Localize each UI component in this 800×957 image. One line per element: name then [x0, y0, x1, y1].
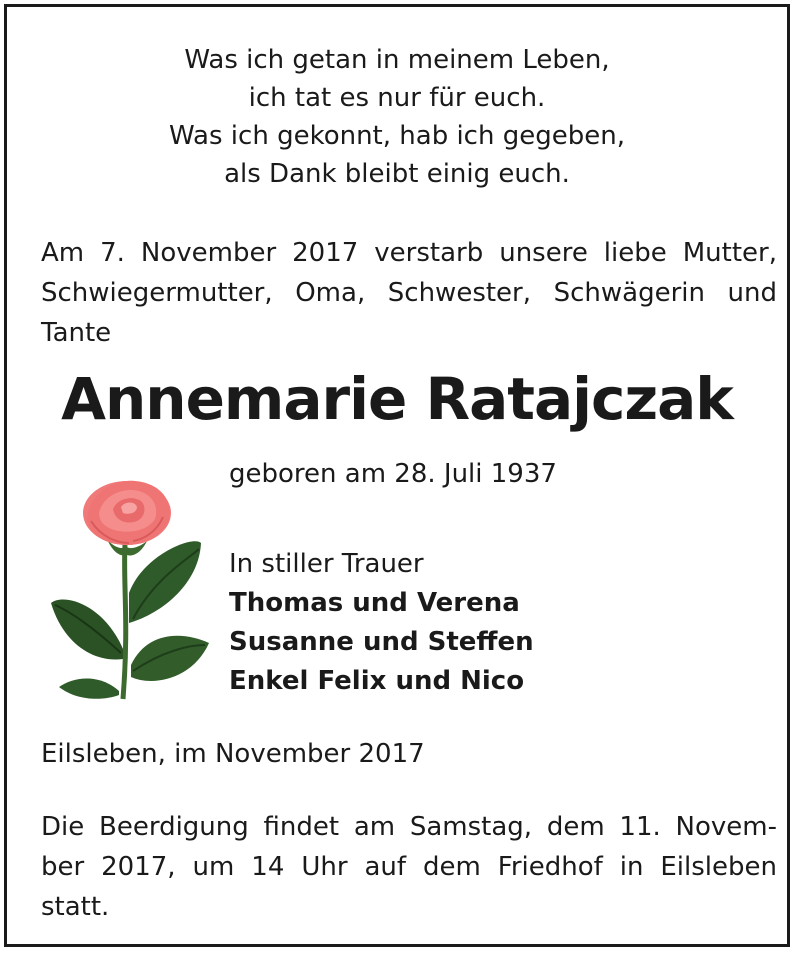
deceased-name: Annemarie Ratajczak [61, 365, 733, 433]
mourning-heading: In stiller Trauer [229, 549, 424, 579]
poem-line: Was ich getan in meinem Leben, [184, 45, 610, 75]
poem-line: ich tat es nur für euch. [248, 83, 546, 113]
funeral-line: ber 2017, um 14 Uhr auf dem Friedhof in Eilsleben [41, 852, 777, 882]
funeral-info [41, 807, 777, 927]
mourners-list [229, 545, 534, 701]
poem-line: als Dank bleibt einig euch. [224, 159, 570, 189]
announcement-line: Tante [41, 318, 112, 348]
funeral-line: Die Beerdigung findet am Samstag, dem 11. Novem- [41, 812, 777, 842]
birth-date: geboren am 28. Juli 1937 [229, 459, 557, 489]
funeral-line: statt. [41, 892, 110, 922]
poem [7, 41, 787, 193]
mourner-names: Susanne und Steffen [229, 627, 534, 657]
death-announcement [41, 233, 777, 353]
mourner-names: Enkel Felix und Nico [229, 666, 525, 696]
announcement-line: Schwiegermutter, Oma, Schwester, Schwägerin und [41, 278, 777, 308]
place-date: Eilsleben, im November 2017 [41, 739, 425, 769]
mourner-names: Thomas und Verena [229, 588, 520, 618]
announcement-line: Am 7. November 2017 verstarb unsere liebe Mutter, [41, 238, 777, 268]
poem-line: Was ich gekonnt, hab ich gegeben, [169, 121, 625, 151]
rose-illustration [43, 473, 213, 703]
obituary-notice [4, 4, 790, 947]
